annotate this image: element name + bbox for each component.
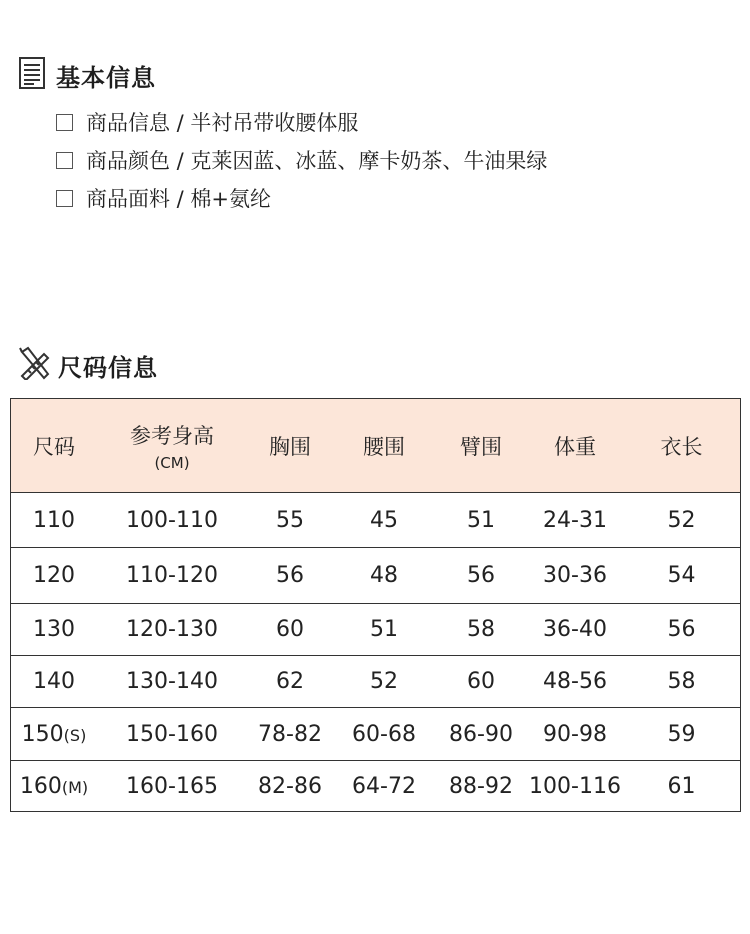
cell-arm: 58: [435, 604, 527, 656]
cell-waist: 52: [333, 656, 435, 708]
table-row: [11, 548, 741, 604]
cell-length: 52: [623, 493, 741, 548]
header-length: 衣长: [660, 434, 703, 459]
cell-height: 130-140: [97, 656, 247, 708]
table-row: [11, 604, 741, 656]
cell-weight: 48-56: [527, 656, 623, 708]
cell-height: 110-120: [97, 548, 247, 604]
table-row: [11, 656, 741, 708]
list-item: [56, 141, 547, 179]
cell-height: 100-110: [97, 493, 247, 548]
header-weight: 体重: [554, 434, 596, 459]
height-unit: (CM): [154, 453, 190, 472]
cell-arm: 51: [435, 493, 527, 548]
cell-weight: 30-36: [527, 548, 623, 604]
size-info-heading: [18, 346, 158, 384]
cell-chest: 78-82: [247, 708, 333, 761]
cell-arm: 60: [435, 656, 527, 708]
cell-chest: 62: [247, 656, 333, 708]
cell-weight: 90-98: [527, 708, 623, 761]
cell-height: 120-130: [97, 604, 247, 656]
list-item: [56, 179, 547, 217]
cell-length: 54: [623, 548, 741, 604]
cell-length: 59: [623, 708, 741, 761]
cell-chest: 55: [247, 493, 333, 548]
cell-length: 58: [623, 656, 741, 708]
table-row: [11, 708, 741, 761]
info-item-label: 商品颜色 / 克莱因蓝、冰蓝、摩卡奶茶、牛油果绿: [86, 149, 548, 173]
cell-chest: 82-86: [247, 761, 333, 812]
cell-waist: 48: [333, 548, 435, 604]
cell-height: 150-160: [97, 708, 247, 761]
cell-chest: 60: [247, 604, 333, 656]
info-item-label: 商品面料 / 棉+氨纶: [86, 187, 272, 211]
header-arm: 臂围: [460, 434, 502, 459]
info-item-label: 商品信息 / 半衬吊带收腰体服: [86, 111, 359, 135]
cell-size: 110: [11, 493, 98, 548]
basic-info-heading: [18, 56, 156, 94]
cell-arm: 88-92: [435, 761, 527, 812]
cell-weight: 24-31: [527, 493, 623, 548]
checkbox-icon: [56, 152, 73, 169]
cell-arm: 86-90: [435, 708, 527, 761]
document-icon: [18, 56, 48, 94]
cell-weight: 36-40: [527, 604, 623, 656]
header-size: 尺码: [33, 434, 75, 459]
cell-chest: 56: [247, 548, 333, 604]
cell-waist: 64-72: [333, 761, 435, 812]
table-header-row: [11, 399, 741, 493]
size-info-title: 尺码信息: [58, 353, 158, 382]
cell-length: 56: [623, 604, 741, 656]
cell-arm: 56: [435, 548, 527, 604]
cell-waist: 60-68: [333, 708, 435, 761]
cell-size: 130: [11, 604, 98, 656]
basic-info-title: 基本信息: [56, 63, 156, 92]
checkbox-icon: [56, 190, 73, 207]
table-row: [11, 493, 741, 548]
cell-size: 160(M): [11, 761, 98, 812]
cell-waist: 51: [333, 604, 435, 656]
header-waist: 腰围: [363, 434, 405, 459]
basic-info-list: [56, 103, 547, 217]
cell-height: 160-165: [97, 761, 247, 812]
checkbox-icon: [56, 114, 73, 131]
cell-size: 120: [11, 548, 98, 604]
cell-weight: 100-116: [527, 761, 623, 812]
size-table: [10, 398, 741, 812]
cell-size: 150(S): [11, 708, 98, 761]
list-item: [56, 103, 547, 141]
header-height: 参考身高 (CM): [97, 399, 247, 493]
cell-waist: 45: [333, 493, 435, 548]
cell-size: 140: [11, 656, 98, 708]
ruler-pencil-icon: [18, 346, 50, 384]
table-row: [11, 761, 741, 812]
cell-length: 61: [623, 761, 741, 812]
header-chest: 胸围: [269, 434, 311, 459]
